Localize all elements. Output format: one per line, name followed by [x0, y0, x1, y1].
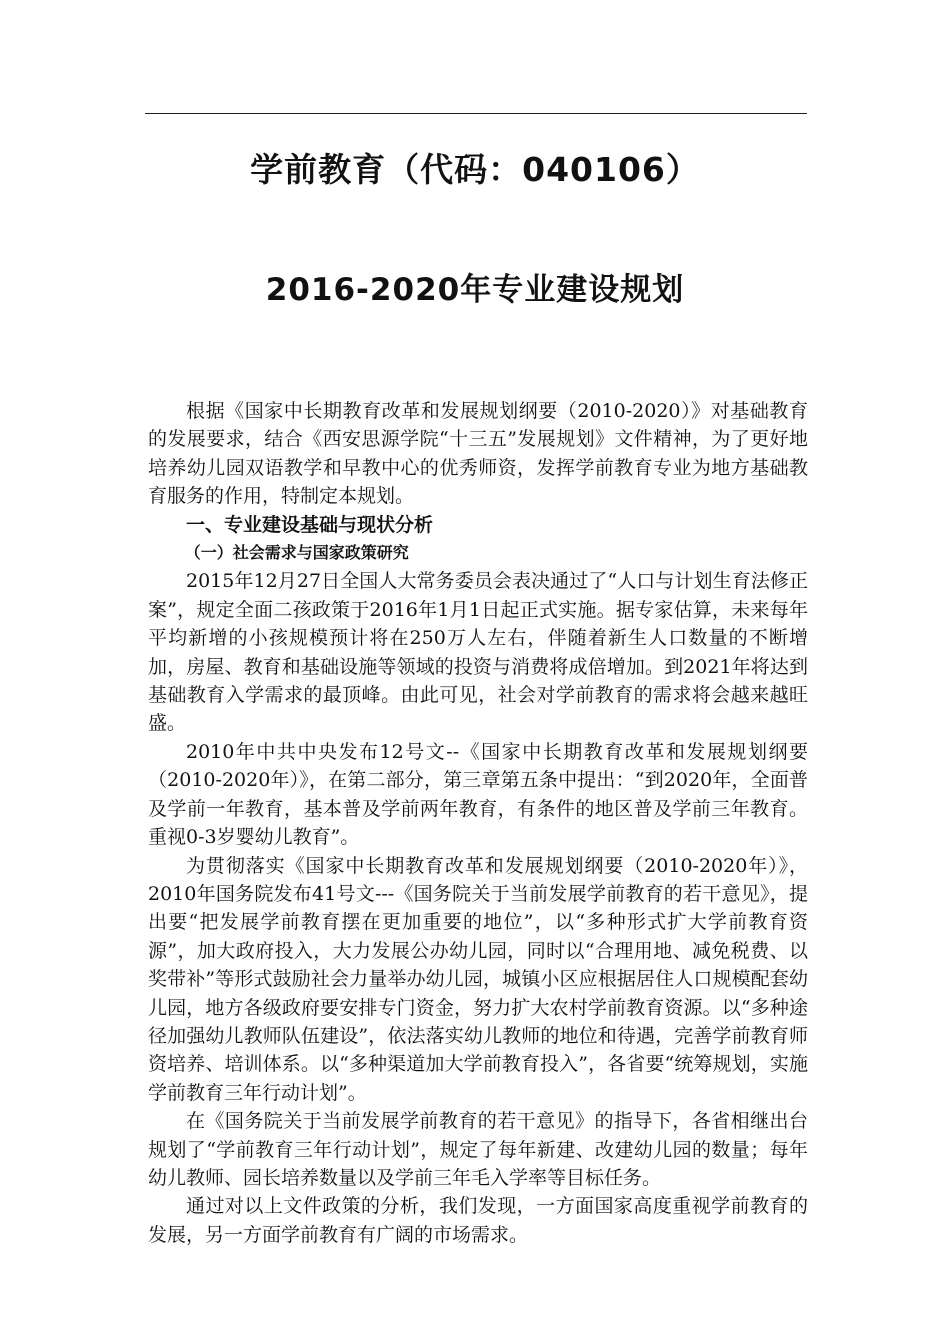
document-subtitle: 2016-2020年专业建设规划 — [265, 272, 685, 308]
body-paragraph: 为贯彻落实《国家中长期教育改革和发展规划纲要（2010-2020年）》，2010年国务院发布41号文---《国务院关于当前发展学前教育的若干意见》，提出要“把发展学前教育摆在更加重要的地位”，以“多种形式扩大学前教育资源”，加大政府投入，大力发展公办幼儿园，同时以“合理用地、减免税费、以奖带补”等形式鼓励社会力量举办幼儿园，城镇小区应根据居住人口规模配套幼儿园，地方各级政府要安排专门资金，努力扩大农村学前教育资源。以“多种途径加强幼儿教师队伍建设”，依法落实幼儿教师的地位和待遇，完善学前教育师资培养、培训体系。以“多种渠道加大学前教育投入”，各省要“统筹规划，实施学前教育三年行动计划”。 — [148, 854, 808, 1104]
document-body — [148, 397, 808, 1249]
section-heading: 一、专业建设基础与现状分析 — [186, 513, 434, 536]
body-paragraph: 2015年12月27日全国人大常务委员会表决通过了“人口与计划生育法修正案”，规定全面二孩政策于2016年1月1日起正式实施。据专家估算，未来每年平均新增的小孩规模预计将在250万人左右，伴随着新生人口数量的不断增加，房屋、教育和基础设施等领域的投资与消费将成倍增加。到2021年将达到基础教育入学需求的最顶峰。由此可见，社会对学前教育的需求将会越来越旺盛。 — [148, 570, 808, 735]
body-paragraph: 通过对以上文件政策的分析，我们发现，一方面国家高度重视学前教育的发展，另一方面学前教育有广阔的市场需求。 — [148, 1195, 808, 1246]
body-paragraph: 在《国务院关于当前发展学前教育的若干意见》的指导下，各省相继出台规划了“学前教育三年行动计划”，规定了每年新建、改建幼儿园的数量；每年幼儿教师、园长培养数量以及学前三年毛入学率等目标任务。 — [148, 1110, 808, 1189]
document-title: 学前教育（代码：040106） — [250, 150, 700, 189]
subsection-heading: （一）社会需求与国家政策研究 — [184, 543, 409, 563]
body-paragraph: 2010年中共中央发布12号文--《国家中长期教育改革和发展规划纲要（2010-2020年）》，在第二部分，第三章第五条中提出：“到2020年，全面普及学前一年教育，基本普及学前两年教育，有条件的地区普及学前三年教育。重视0-3岁婴幼儿教育”。 — [148, 740, 808, 849]
intro-paragraph: 根据《国家中长期教育改革和发展规划纲要（2010-2020）》对基础教育的发展要求，结合《西安思源学院“十三五”发展规划》文件精神，为了更好地培养幼儿园双语教学和早教中心的优秀师资，发挥学前教育专业为地方基础教育服务的作用，特制定本规划。 — [148, 400, 808, 508]
header-rule — [145, 113, 807, 114]
